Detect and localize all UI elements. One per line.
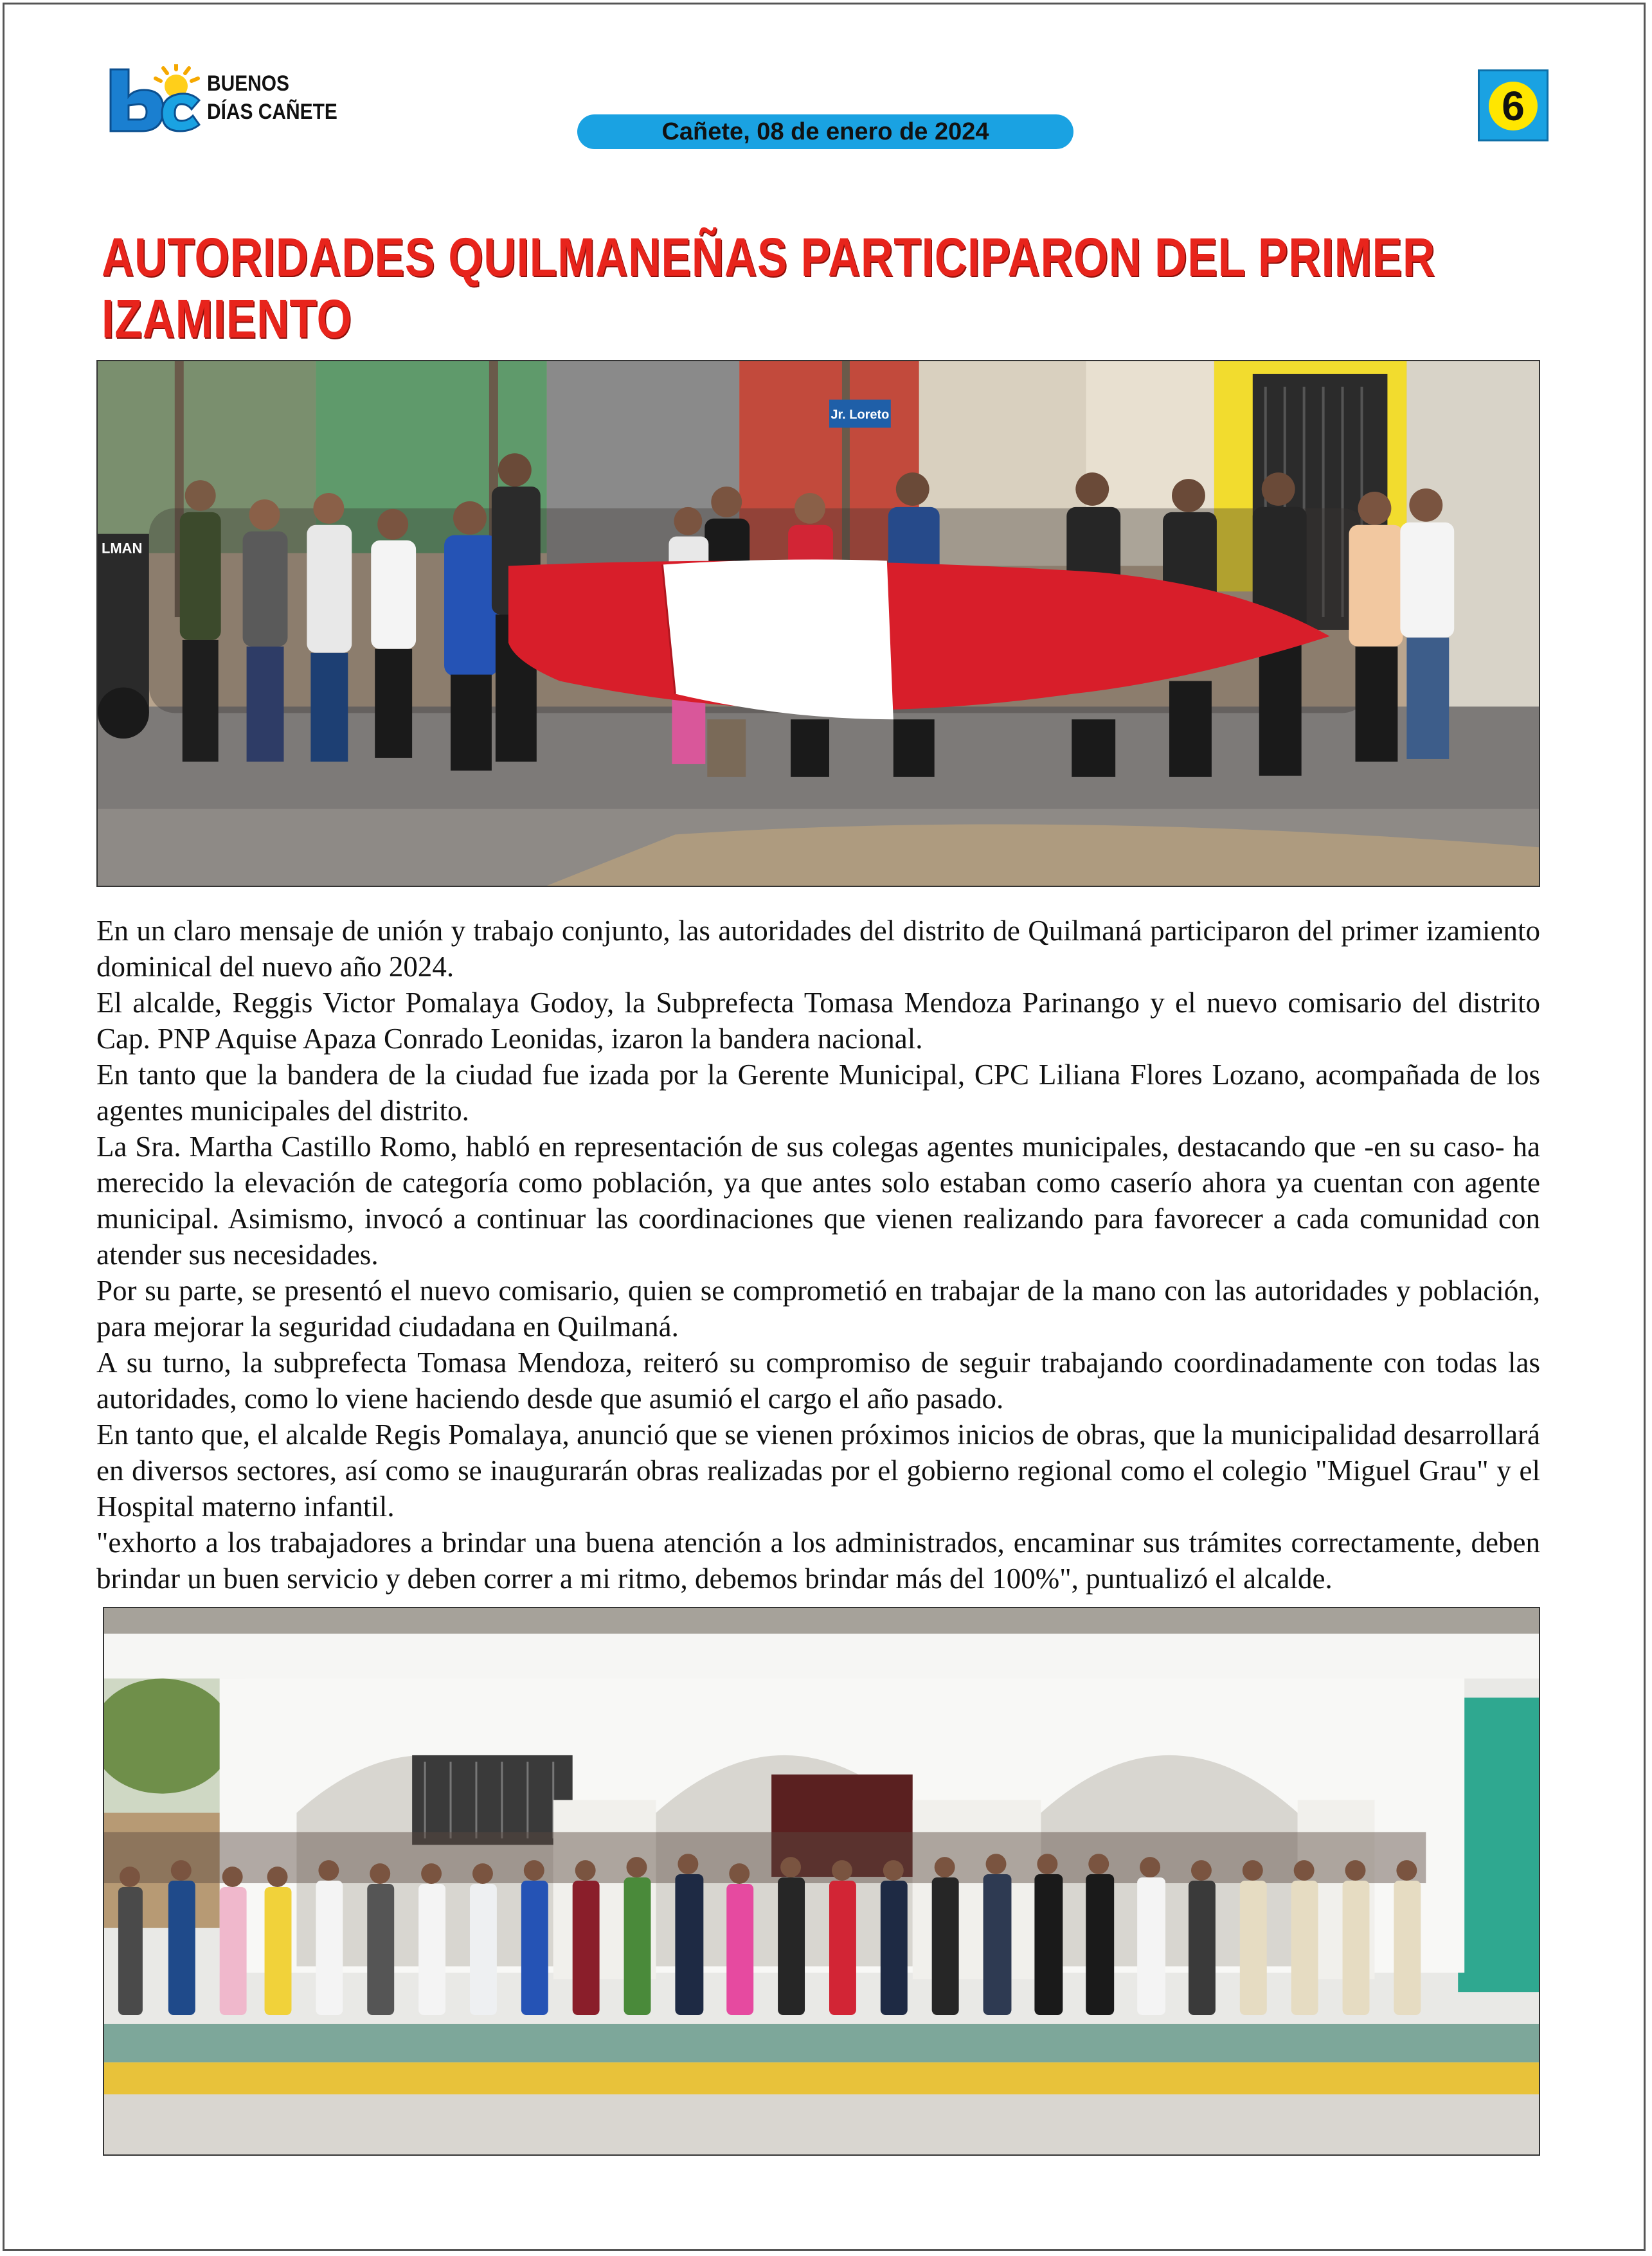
- article-paragraph: El alcalde, Reggis Victor Pomalaya Godoy, la Subprefecta Tomasa Mendoza Parinango y el nuevo comisario del distrito Cap. PNP Aquise Apaza Conrado Leonidas, izaron la bandera nacional.: [96, 987, 1540, 1055]
- article-paragraph: En tanto que la bandera de la ciudad fue izada por la Gerente Municipal, CPC Liliana Flores Lozano, acompañada de los agentes municipales del distrito.: [96, 1059, 1540, 1127]
- page-number-box: [1478, 69, 1549, 141]
- article-paragraph: "exhorto a los trabajadores a brindar una buena atención a los administrados, encaminar sus trámites correctamente, deben brindar un buen servicio y deben correr a mi ritmo, debemos brindar más del 100%", puntualizó el alcalde.: [96, 1526, 1540, 1595]
- brand-line-2: DÍAS CAÑETE: [207, 100, 337, 124]
- issue-date: Cañete, 08 de enero de 2024: [661, 118, 989, 145]
- street-sign: Jr. Loreto: [830, 407, 890, 422]
- page-number: 6: [1489, 82, 1538, 130]
- flag-procession-photo: [96, 360, 1540, 887]
- article-body: [96, 913, 1540, 1597]
- article-paragraph: Por su parte, se presentó el nuevo comisario, quien se comprometió en trabajar de la mano con las autoridades y población, para mejorar la seguridad ciudadana en Quilmaná.: [96, 1275, 1540, 1343]
- vehicle-text: LMAN: [101, 540, 143, 557]
- date-pill: [577, 114, 1073, 149]
- article-paragraph: En un claro mensaje de unión y trabajo conjunto, las autoridades del distrito de Quilmaná participaron del primer izamiento dominical del nuevo año 2024.: [96, 915, 1540, 983]
- bc-sun-logo-icon: [104, 64, 201, 135]
- article-paragraph: A su turno, la subprefecta Tomasa Mendoza, reiteró su compromiso de seguir trabajando coordinadamente con todas las autoridades, como lo viene haciendo desde que asumió el cargo el año pasado.: [96, 1347, 1540, 1415]
- headline-line-1: AUTORIDADES QUILMANEÑAS PARTICIPARON DEL PRIMER IZAMIENTO: [102, 227, 1436, 349]
- article-paragraph: La Sra. Martha Castillo Romo, habló en representación de sus colegas agentes municipales, destacando que -en su caso- ha merecido la elevación de categoría como población, ya que antes solo estaban como caserío ahora ya cuentan con agente municipal. Asimismo, invocó a continuar las coordinaciones que vienen realizando para favorecer a cada comunidad con atender sus necesidades.: [96, 1131, 1540, 1271]
- brand-line-1: BUENOS: [207, 71, 290, 96]
- article-paragraph: En tanto que, el alcalde Regis Pomalaya, anunció que se vienen próximos inicios de obras, que la municipalidad desarrollará en diversos sectores, así como se inaugurarán obras realizadas por el gobierno regional como el colegio "Miguel Grau" y el Hospital materno infantil.: [96, 1419, 1540, 1523]
- group-photo-municipality: [103, 1607, 1540, 2156]
- brand-name: [207, 69, 337, 126]
